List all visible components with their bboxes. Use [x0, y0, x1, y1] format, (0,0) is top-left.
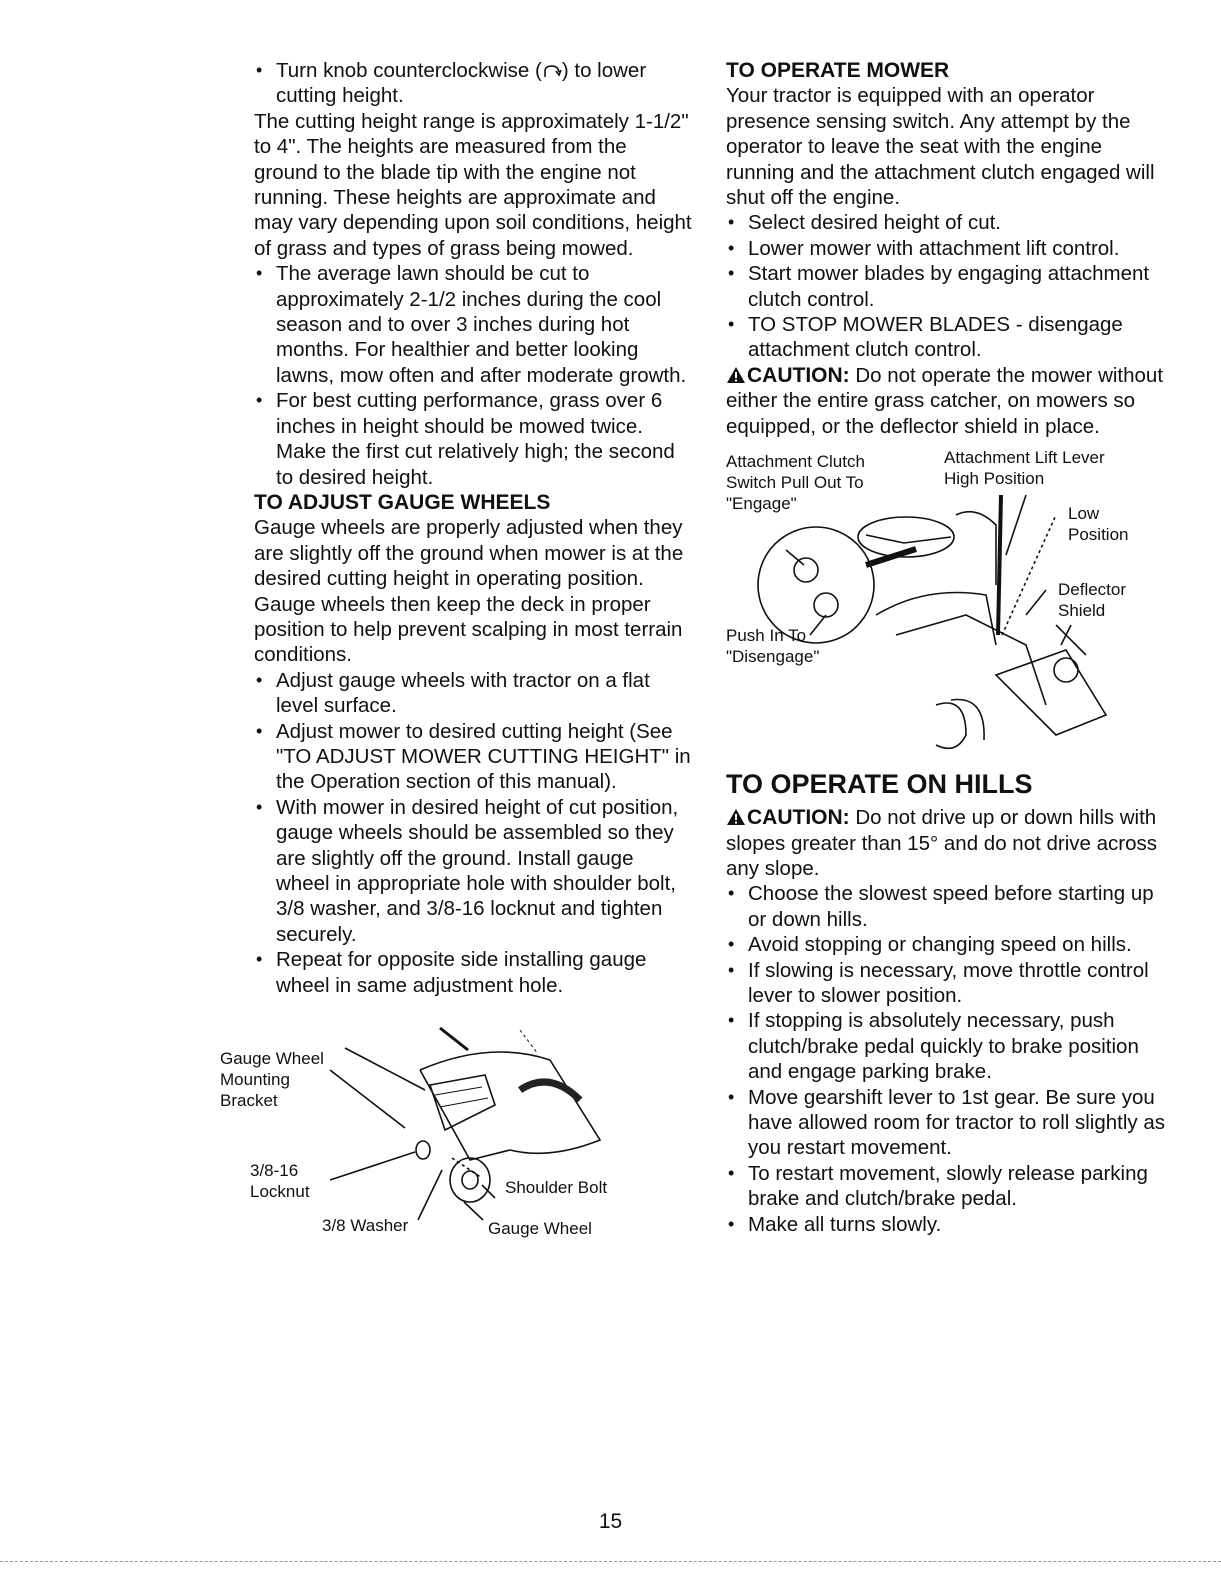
- list-item: • Select desired height of cut.: [726, 210, 1166, 235]
- list-item: • Move gearshift lever to 1st gear. Be sure you have allowed room for tractor to roll slightly as you restart movement.: [726, 1085, 1166, 1161]
- label-lift-lever: Attachment Lift Lever High Position: [944, 448, 1105, 489]
- list-item: [254, 58, 692, 109]
- operate-hills-heading: TO OPERATE ON HILLS: [726, 769, 1033, 800]
- label-locknut: 3/8-16 Locknut: [250, 1161, 310, 1202]
- list-item: • For best cutting performance, grass over 6 inches in height should be mowed twice. Make the first cut relatively high; the second to desired height.: [254, 388, 692, 490]
- warning-triangle-icon: [726, 366, 746, 384]
- operate-mower-heading: TO OPERATE MOWER: [726, 59, 950, 82]
- list-item: • Lower mower with attachment lift control.: [726, 236, 1166, 261]
- gauge-wheel-illustration: [220, 1010, 658, 1250]
- caution-mower: [726, 363, 1166, 439]
- list-item: • Adjust mower to desired cutting height (See "TO ADJUST MOWER CUTTING HEIGHT" in the Operation section of this manual).: [254, 719, 692, 795]
- label-push-disengage: Push In To "Disengage": [726, 626, 820, 667]
- caution-hills: [726, 805, 1166, 881]
- page-number: 15: [598, 1510, 623, 1533]
- label-deflector-shield: Deflector Shield: [1058, 580, 1127, 621]
- gauge-wheels-list: [254, 668, 692, 998]
- list-item: • Adjust gauge wheels with tractor on a flat level surface.: [254, 668, 692, 719]
- label-gauge-wheel-bracket: Gauge Wheel Mounting Bracket: [220, 1049, 324, 1111]
- operate-hills-list: [726, 881, 1166, 1237]
- caution-text: Do not operate the mower without either the entire grass catcher, on mowers so equipped, or the deflector shield in place.: [726, 363, 1164, 438]
- caution-label: CAUTION:: [747, 363, 850, 387]
- list-item: • If slowing is necessary, move throttle control lever to slower position.: [726, 958, 1166, 1009]
- label-gauge-wheel: Gauge Wheel: [488, 1219, 592, 1239]
- right-column: [726, 58, 1166, 1237]
- gauge-wheel-figure: [220, 1010, 658, 1250]
- list-item: • TO STOP MOWER BLADES - disengage attachment clutch control.: [726, 312, 1166, 363]
- gauge-wheels-paragraph: Gauge wheels are properly adjusted when they are slightly off the ground when mower is at the desired cutting height in operating position. Gauge wheels then keep the deck in proper position to help prevent scalping in most terrain conditions.: [254, 516, 684, 667]
- caution-text: Do not drive up or down hills with slopes greater than 15° and do not drive across any slope.: [726, 806, 1157, 880]
- warning-triangle-icon: [726, 808, 746, 826]
- list-item: • Avoid stopping or changing speed on hills.: [726, 932, 1166, 957]
- cutting-tips-list: [254, 261, 692, 490]
- cutting-height-paragraph: The cutting height range is approximately 1-1/2" to 4". The heights are measured from the ground to the blade tip with the engine not running. These heights are approximate and may vary depending upon soil conditions, height of grass and types of grass being mowed.: [254, 109, 692, 260]
- knob-instruction-end: ) to lower cutting height.: [276, 59, 647, 108]
- label-washer: 3/8 Washer: [322, 1216, 409, 1236]
- clutch-lever-figure: [726, 445, 1166, 765]
- knob-instruction-start: Turn knob counterclockwise (: [276, 59, 542, 82]
- bottom-divider: [0, 1561, 1221, 1562]
- list-item: • The average lawn should be cut to approximately 2-1/2 inches during the cool season and to over 3 inches during hot months. For healthier and better looking lawns, mow often and after moderate growth.: [254, 261, 692, 388]
- label-attachment-clutch: Attachment Clutch Switch Pull Out To "Engage": [726, 452, 865, 514]
- operate-mower-paragraph: Your tractor is equipped with an operator presence sensing switch. Any attempt by the operator to leave the seat with the engine running and the attachment clutch engaged will shut off the engine.: [726, 84, 1155, 210]
- operate-mower-list: [726, 210, 1166, 362]
- gauge-wheels-heading: TO ADJUST GAUGE WHEELS: [254, 490, 551, 514]
- label-low-position: Low Position: [1068, 504, 1129, 545]
- left-column: [220, 58, 692, 1250]
- list-item: • If stopping is absolutely necessary, push clutch/brake pedal quickly to brake position and engage parking brake.: [726, 1008, 1166, 1084]
- caution-label: CAUTION:: [747, 806, 850, 830]
- list-item: • Start mower blades by engaging attachment clutch control.: [726, 261, 1166, 312]
- list-item: • To restart movement, slowly release parking brake and clutch/brake pedal.: [726, 1161, 1166, 1212]
- knob-list: [254, 58, 692, 109]
- label-shoulder-bolt: Shoulder Bolt: [505, 1178, 608, 1198]
- list-item: • Choose the slowest speed before starting up or down hills.: [726, 881, 1166, 932]
- list-item: • Make all turns slowly.: [726, 1212, 1166, 1237]
- list-item: • With mower in desired height of cut position, gauge wheels should be assembled so they are slightly off the ground. Install gauge wheel in appropriate hole with shoulder bolt, 3/8 washer, and 3/8-16 locknut and tighten securely.: [254, 795, 692, 947]
- list-item: • Repeat for opposite side installing gauge wheel in same adjustment hole.: [254, 947, 692, 998]
- counterclockwise-arrow-icon: [542, 63, 562, 79]
